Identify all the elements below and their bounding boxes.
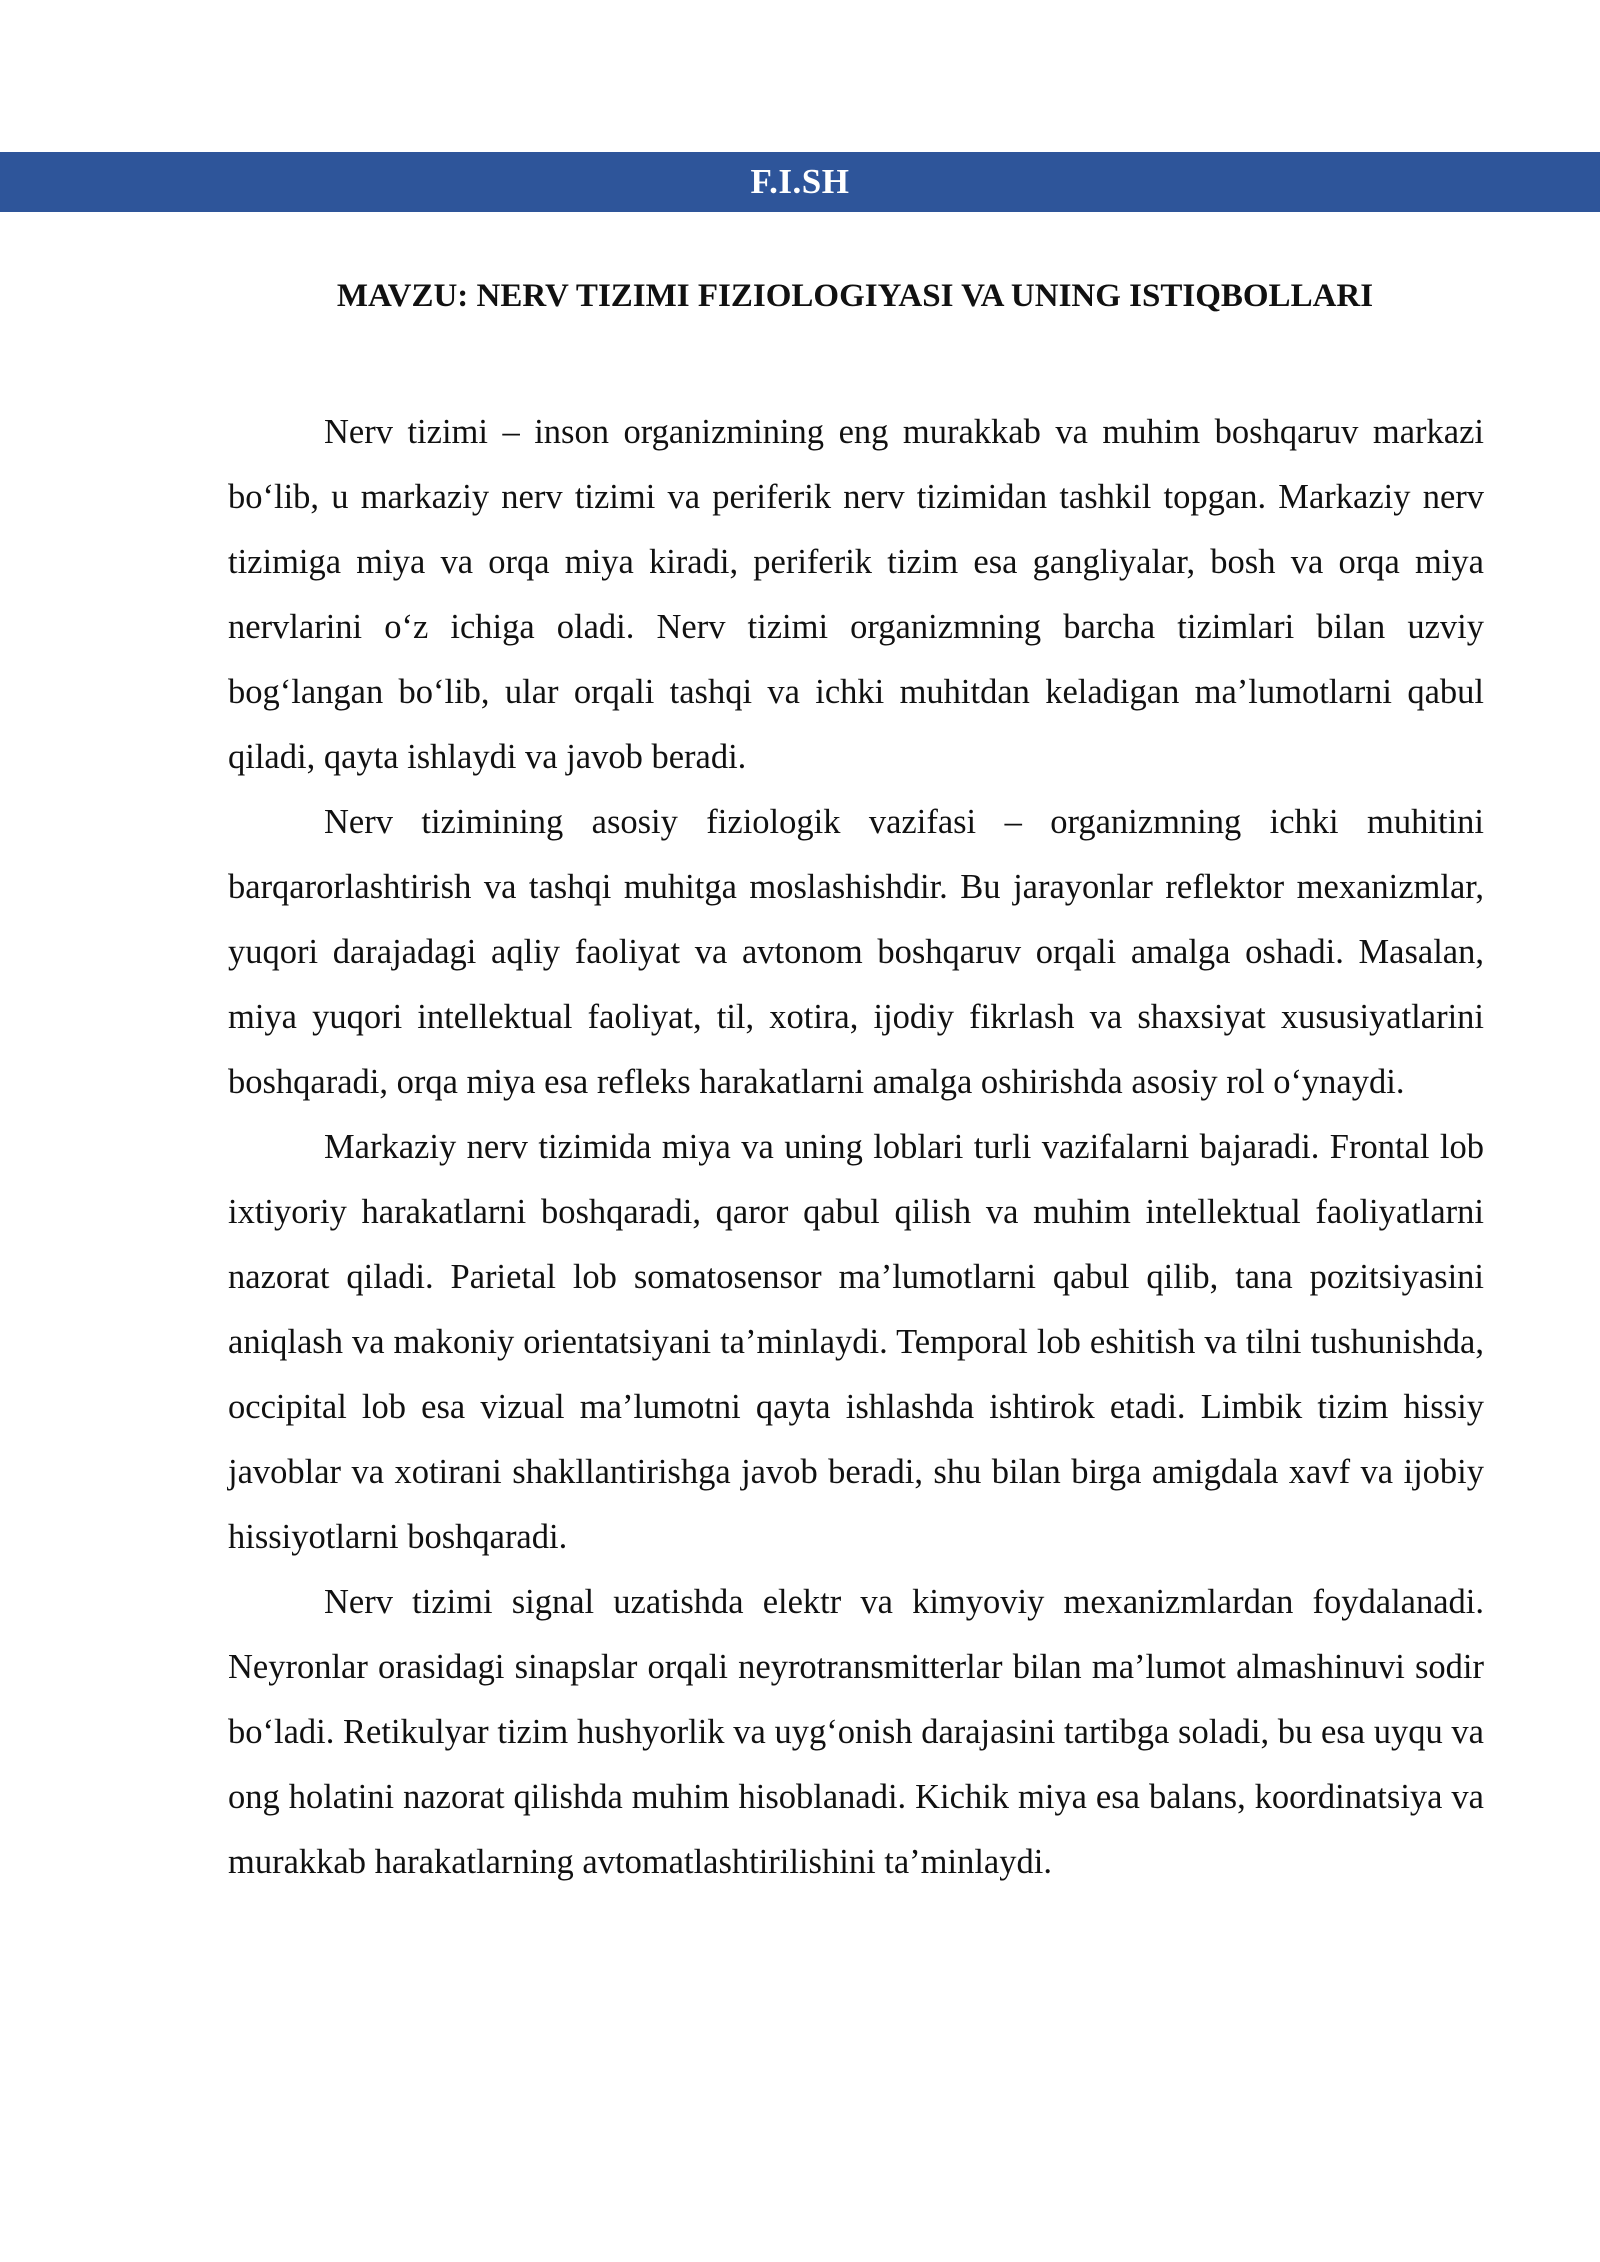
topic-title: MAVZU: NERV TIZIMI FIZIOLOGIYASI VA UNING ISTIQBOLLARI [336,278,1374,314]
paragraph: Nerv tizimi – inson organizmining eng murakkab va muhim boshqaruv markazi bo‘lib, u markaziy nerv tizimi va periferik nerv tizimidan tashkil topgan. Markaziy nerv tizimiga miya va orqa miya kiradi, periferik tizim esa gangliyalar, bosh va orqa miya nervlarini o‘z ichiga oladi. Nerv tizimi organizmning barcha tizimlari bilan uzviy bog‘langan bo‘lib, ular orqali tashqi va ichki muhitdan keladigan ma’lumotlarni qabul qiladi, qayta ishlaydi va javob beradi. [228,413,1484,776]
document-body [228,400,1484,1895]
paragraph: Markaziy nerv tizimida miya va uning loblari turli vazifalarni bajaradi. Frontal lob ixtiyoriy harakatlarni boshqaradi, qaror qabul qilish va muhim intellektual faoliyatlarni nazorat qiladi. Parietal lob somatosensor ma’lumotlarni qabul qilib, tana pozitsiyasini aniqlash va makoniy orientatsiyani ta’minlaydi. Temporal lob eshitish va tilni tushunishda, occipital lob esa vizual ma’lumotni qayta ishlashda ishtirok etadi. Limbik tizim hissiy javoblar va xotirani shakllantirishga javob beradi, shu bilan birga amigdala xavf va ijobiy hissiyotlarni boshqaradi. [228,1128,1484,1556]
paragraph: Nerv tizimi signal uzatishda elektr va kimyoviy mexanizmlardan foydalanadi. Neyronlar orasidagi sinapslar orqali neyrotransmitterlar bilan ma’lumot almashinuvi sodir bo‘ladi. Retikulyar tizim hushyorlik va uyg‘onish darajasini tartibga soladi, bu esa uyqu va ong holatini nazorat qilishda muhim hisoblanadi. Kichik miya esa balans, koordinatsiya va murakkab harakatlarning avtomatlashtirilishini ta’minlaydi. [228,1583,1484,1881]
paragraph: Nerv tizimining asosiy fiziologik vazifasi – organizmning ichki muhitini barqarorlashtirish va tashqi muhitga moslashishdir. Bu jarayonlar reflektor mexanizmlar, yuqori darajadagi aqliy faoliyat va avtonom boshqaruv orqali amalga oshadi. Masalan, miya yuqori intellektual faoliyat, til, xotira, ijodiy fikrlash va shaxsiyat xususiyatlarini boshqaradi, orqa miya esa refleks harakatlarni amalga oshirishda asosiy rol o‘ynaydi. [228,803,1484,1101]
header-title: F.I.SH [750,162,850,201]
header-band [0,152,1600,212]
